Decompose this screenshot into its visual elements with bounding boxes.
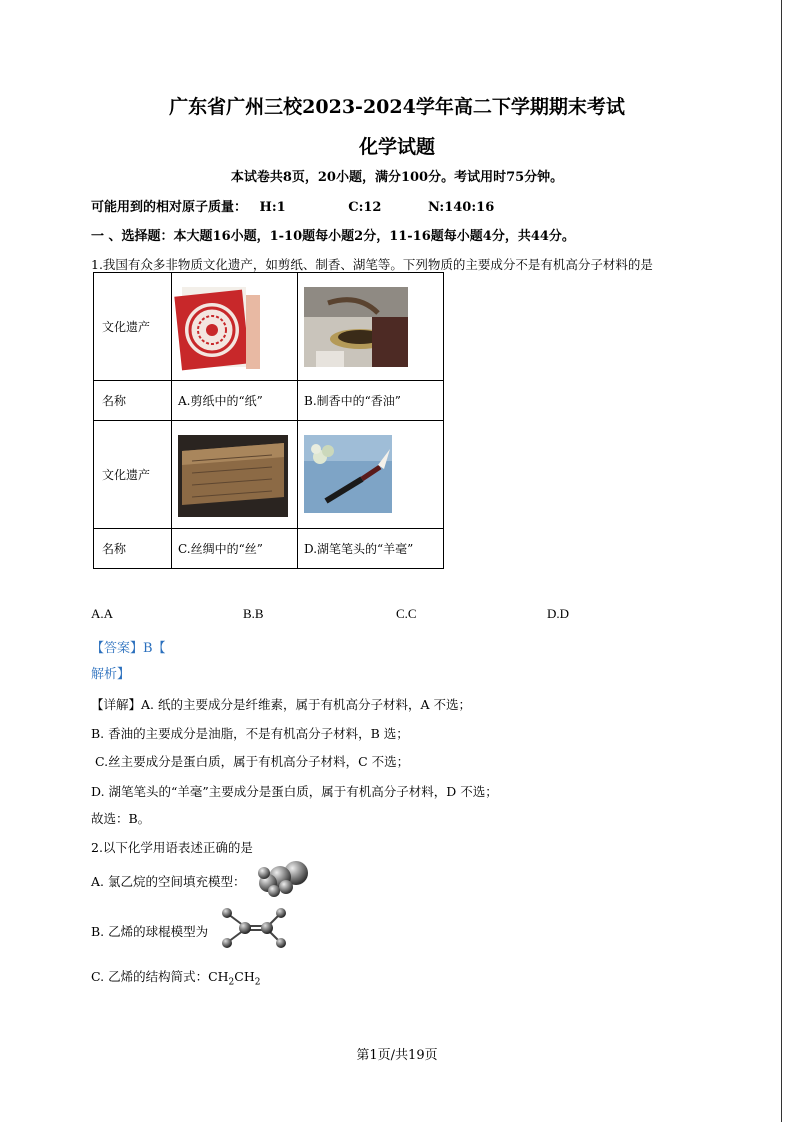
- formula-sub-2: 2: [254, 977, 261, 988]
- option-c: C.C: [396, 606, 417, 621]
- detail-line-3: C.丝主要成分是蛋白质，属于有机高分子材料，C 不选；: [91, 754, 410, 769]
- silk-image: [172, 421, 297, 528]
- formula-sub-1: 2: [228, 977, 235, 988]
- option-d: D.D: [547, 606, 570, 621]
- formula-ch-2: CH: [234, 969, 255, 984]
- heritage-table: [93, 272, 444, 569]
- question-2-stem: 2.以下化学用语表述正确的是: [91, 840, 253, 855]
- row-label-name-2: 名称: [94, 529, 172, 569]
- analysis-label: 解析】: [91, 667, 131, 682]
- detail-line-4: D. 湖笔笔头的“羊毫”主要成分是蛋白质，属于有机高分子材料，D 不选；: [91, 784, 498, 799]
- cell-image-c: [172, 421, 298, 529]
- ethylene-ball-stick-model: [216, 904, 292, 950]
- atomic-mass-n: N:140:16: [428, 200, 495, 215]
- exam-title: 广东省广州三校2023-2024学年高二下学期期末考试: [169, 96, 625, 118]
- option-b-name: B.制香中的“香油”: [304, 394, 401, 408]
- detail-line-5: 故选：B。: [91, 811, 151, 826]
- option-b: B.B: [243, 606, 264, 621]
- incense-oil-image: [298, 273, 443, 380]
- paper-cutting-image: [172, 273, 297, 380]
- row-label-heritage-2: 文化遗产: [94, 421, 172, 529]
- page-footer: 第1页/共19页: [356, 1048, 438, 1063]
- atomic-mass-line: [91, 196, 494, 215]
- detail-line-2: B. 香油的主要成分是油脂，不是有机高分子材料，B 选；: [91, 726, 409, 741]
- question-1-stem: 1.我国有众多非物质文化遗产，如剪纸、制香、湖笔等。下列物质的主要成分不是有机高分子材料的是: [91, 257, 653, 272]
- subject-title: 化学试题: [358, 136, 435, 158]
- q2-option-c: [91, 967, 260, 988]
- detail-line-1: 【详解】A. 纸的主要成分是纤维素，属于有机高分子材料，A 不选；: [91, 697, 471, 712]
- answer-label: 【答案】B【: [91, 641, 166, 656]
- cell-image-d: [298, 421, 444, 529]
- section-heading: 一 、选择题：本大题16小题，1-10题每小题2分，11-16题每小题4分，共44分。: [91, 229, 575, 244]
- formula-ch-1: CH: [208, 969, 229, 984]
- q2-option-a-text: A. 氯乙烷的空间填充模型：: [91, 874, 246, 889]
- cell-image-a: [172, 273, 298, 381]
- cell-image-b: [298, 273, 444, 381]
- option-a: A.A: [91, 606, 114, 621]
- atomic-mass-h: H:1: [259, 200, 286, 215]
- row-label-heritage: 文化遗产: [94, 273, 172, 381]
- exam-info: 本试卷共8页，20小题，满分100分。考试用时75分钟。: [230, 170, 564, 185]
- atomic-mass-c: C:12: [348, 200, 382, 215]
- atomic-mass-label: 可能用到的相对原子质量：: [91, 200, 248, 215]
- brush-image: [298, 421, 443, 528]
- q2-option-c-text: C. 乙烯的结构简式：: [91, 969, 209, 984]
- q2-option-b-text: B. 乙烯的球棍模型为: [91, 924, 209, 939]
- chloroethane-space-filling-model: [250, 855, 312, 899]
- option-c-name: C.丝绸中的“丝”: [178, 542, 263, 556]
- option-a-name: A.剪纸中的“纸”: [178, 394, 263, 408]
- row-label-name-1: 名称: [94, 381, 172, 421]
- option-d-name: D.湖笔笔头的“羊毫”: [304, 542, 414, 556]
